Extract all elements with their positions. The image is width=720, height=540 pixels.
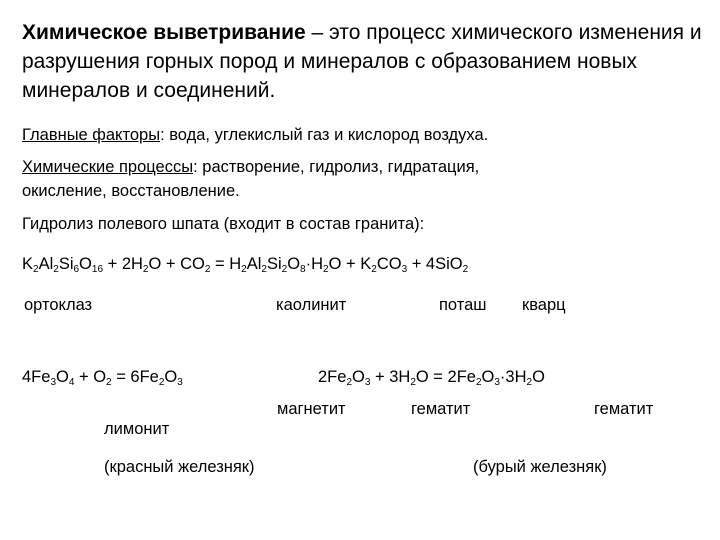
mineral-name-potash: поташ xyxy=(439,296,487,314)
mineral-name-limonite: лимонит xyxy=(104,420,170,438)
intro-term: Химическое выветривание xyxy=(22,21,306,44)
intro-definition: – это процесс химического изменения и разрушения горных пород и минералов с образованием новых минералов и соединений. xyxy=(22,21,702,102)
factors-text: : вода, углекислый газ и кислород воздуха. xyxy=(160,126,489,144)
hydrolysis-equation: $K_2Al_2Si_6O_{16} + 2H_2O + CO_2 = H_2Al_2Si_2O_8\cdot H_2O + K_2CO_3 + 4SiO_2$ xyxy=(22,255,469,275)
mineral-name-magnetite: магнетит xyxy=(277,400,346,418)
magnetite-oxidation-equation: $4Fe_3O_4 + O_2 = 6Fe_2O_3$ xyxy=(22,368,183,388)
hematite-hydration-equation: $2Fe_2O_3 + 3H_2O = 2Fe_2O_3\cdot 3H_2O$ xyxy=(318,368,545,388)
processes-label: Химические процессы xyxy=(22,158,194,176)
mineral-name-quartz: кварц xyxy=(522,296,566,314)
note-brown-iron-ore: (бурый железняк) xyxy=(473,458,607,476)
note-red-iron-ore: (красный железняк) xyxy=(104,458,255,476)
intro-paragraph xyxy=(22,18,702,105)
factors-label: Главные факторы xyxy=(22,126,161,144)
processes-line-2: окисление, восстановление. xyxy=(22,182,240,200)
mineral-name-hematite-2: гематит xyxy=(594,400,654,418)
mineral-name-orthoclase: ортоклаз xyxy=(24,296,93,314)
processes-text: : растворение, гидролиз, гидратация, xyxy=(193,158,480,176)
hydrolysis-caption: Гидролиз полевого шпата (входит в состав гранита): xyxy=(22,215,425,233)
factors-line xyxy=(22,124,488,146)
mineral-name-kaolinite: каолинит xyxy=(276,296,347,314)
mineral-name-hematite-1: гематит xyxy=(411,400,471,418)
processes-line-1 xyxy=(22,156,479,178)
